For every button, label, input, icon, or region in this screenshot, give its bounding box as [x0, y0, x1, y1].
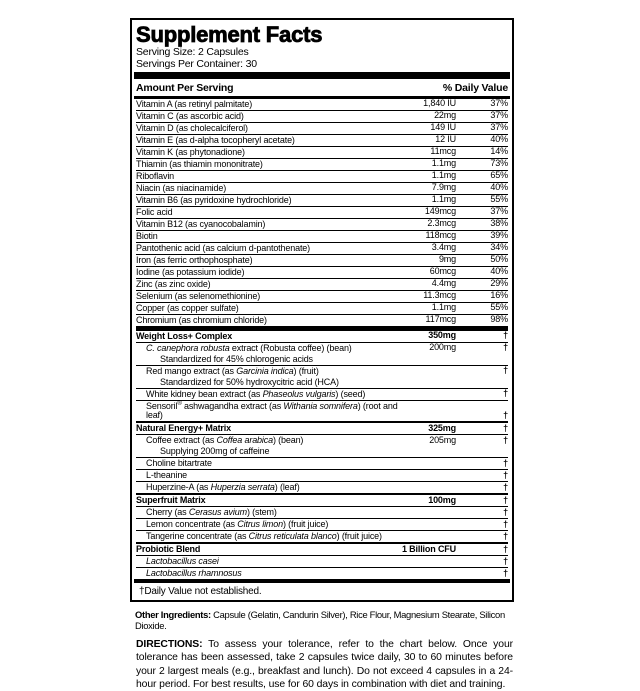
daily-value-percent: 29% [490, 278, 508, 289]
ingredient-name-part: Folic acid [136, 206, 173, 217]
divider-heavy-top [134, 72, 510, 79]
dagger-mark: † [503, 543, 508, 554]
facts-row [136, 518, 508, 530]
ingredient-name-part: Lactobacillus casei [146, 555, 219, 566]
facts-row [136, 182, 508, 194]
ingredient-name-part: Coffea arabica [216, 434, 273, 445]
amount-value: 3.4mg [431, 242, 456, 253]
ingredient-name-part: ) (seed) [335, 388, 366, 399]
daily-value-percent: 50% [490, 254, 508, 265]
amount-value: 1,840 IU [423, 98, 456, 109]
amount-value: 22mg [434, 110, 456, 121]
ingredient-name-part: Standardized for 45% chlorogenic acids [160, 353, 313, 364]
daily-value-percent: 55% [490, 194, 508, 205]
ingredient-name-part: Probiotic Blend [136, 543, 201, 554]
ingredient-name-part: Lactobacillus rhamnosus [146, 567, 242, 578]
daily-value-percent: 40% [490, 134, 508, 145]
supplement-facts-panel [130, 18, 514, 602]
daily-value-header: % Daily Value [442, 81, 508, 94]
ingredient-name-part: White kidney bean extract (as [146, 388, 263, 399]
ingredient-name-part: C. canephora robusta [146, 342, 230, 353]
ingredient-name-part: Huperzine-A (as [146, 481, 211, 492]
other-ingredients [130, 609, 514, 631]
ingredient-name [136, 508, 508, 517]
daily-value-percent: 37% [490, 122, 508, 133]
dagger-mark: † [503, 530, 508, 541]
ingredient-name-part: Lemon concentrate (as [146, 518, 238, 529]
ingredient-name-part: Vitamin A (as retinyl palmitate) [136, 98, 253, 109]
facts-row [136, 218, 508, 230]
ingredient-name-part: ) (leaf) [274, 481, 300, 492]
facts-row [136, 342, 508, 354]
daily-value-percent: 38% [490, 218, 508, 229]
facts-row [136, 506, 508, 518]
facts-row [136, 421, 508, 434]
facts-row [136, 481, 508, 493]
facts-row [136, 457, 508, 469]
daily-value-percent: 65% [490, 170, 508, 181]
supplement-label [130, 18, 514, 691]
amount-value: 149 IU [430, 122, 456, 133]
ingredient-name-part: Copper (as copper sulfate) [136, 302, 239, 313]
directions [130, 638, 514, 691]
dagger-mark: † [503, 388, 508, 399]
amount-value: 149mcg [424, 206, 456, 217]
ingredient-name-part: Niacin (as niacinamide) [136, 182, 227, 193]
ingredient-name-part: Citrus reticulata blanco [248, 530, 337, 541]
facts-row [136, 170, 508, 182]
ingredient-name-part: ) (fruit juice) [282, 518, 329, 529]
facts-row [136, 158, 508, 170]
amount-value: 4.4mg [431, 278, 456, 289]
facts-row [136, 194, 508, 206]
dagger-mark: † [503, 342, 508, 353]
facts-row [136, 469, 508, 481]
ingredient-name-part: Cherry (as [146, 506, 189, 517]
ingredient-name-part: ) (stem) [246, 506, 277, 517]
ingredient-name-part: Sensoril [146, 400, 178, 411]
amount-value: 100mg [428, 494, 456, 505]
daily-value-percent: 16% [490, 290, 508, 301]
dagger-mark: † [503, 469, 508, 480]
facts-row [136, 122, 508, 134]
ingredient-name-part: Chromium (as chromium chloride) [136, 314, 267, 325]
other-ingredients-label: Other Ingredients: [135, 608, 211, 620]
facts-row [136, 377, 508, 388]
ingredient-name-part: Vitamin K (as phytonadione) [136, 146, 245, 157]
dagger-mark: † [503, 365, 508, 376]
amount-value: 11mcg [430, 146, 456, 157]
facts-row [136, 206, 508, 218]
ingredient-name [136, 355, 508, 364]
dagger-mark: † [503, 434, 508, 445]
amount-value: 325mg [428, 422, 456, 433]
ingredient-name-part: Natural Energy+ Matrix [136, 422, 231, 433]
facts-row [136, 99, 508, 110]
ingredient-name-part: ® [177, 400, 182, 407]
ingredient-name-part: Vitamin B6 (as pyridoxine hydrochloride) [136, 194, 292, 205]
daily-value-percent: 40% [490, 266, 508, 277]
facts-row [136, 326, 508, 342]
ingredient-name-part: Garcinia indica [236, 365, 294, 376]
ingredient-name [136, 569, 508, 578]
facts-row [136, 146, 508, 158]
dagger-mark: † [503, 422, 508, 433]
daily-value-percent: 37% [490, 98, 508, 109]
facts-row [136, 493, 508, 506]
servings-per-container: Servings Per Container: 30 [136, 57, 257, 70]
facts-row [136, 278, 508, 290]
directions-text: To assess your tolerance, refer to the chart below. Once your tolerance has been assessed, take 2 capsules twice daily, 30 to 60 minutes before your 2 largest meals (e.g., breakfast and lunch). Do not exceed 4 capsules in a 24-hour period. For best results, use for 60 days in combination with diet and training. [136, 638, 513, 690]
amount-value: 60mcg [429, 266, 456, 277]
facts-row [136, 354, 508, 365]
ingredient-name-part: Standardized for 50% hydroxycitric acid (HCA) [160, 376, 339, 387]
facts-row [136, 254, 508, 266]
ingredient-name-part: Citrus limon [237, 518, 283, 529]
daily-value-percent: 39% [490, 230, 508, 241]
ingredient-name [136, 402, 508, 420]
ingredient-name [136, 390, 508, 399]
amount-value: 200mg [429, 342, 456, 353]
ingredient-name-part: Cerasus avium [188, 506, 247, 517]
ingredient-name [136, 532, 508, 541]
ingredient-name-part: Vitamin E (as d-alpha tocopheryl acetate) [136, 134, 295, 145]
amount-value: 1.1mg [431, 170, 456, 181]
facts-row [136, 400, 508, 421]
amount-value: 1.1mg [431, 194, 456, 205]
dagger-mark: † [503, 494, 508, 505]
ingredient-name [136, 447, 508, 456]
directions-label: DIRECTIONS: [136, 638, 203, 650]
dagger-mark: † [503, 409, 508, 420]
daily-value-percent: 40% [490, 182, 508, 193]
ingredient-name-part: ashwagandha extract (as [181, 400, 284, 411]
ingredient-name-part: Selenium (as selenomethionine) [136, 290, 261, 301]
facts-row [136, 230, 508, 242]
ingredient-name-part: Huperzia serrata [210, 481, 275, 492]
amount-value: 12 IU [435, 134, 456, 145]
ingredient-name-part: Iron (as ferric orthophosphate) [136, 254, 253, 265]
facts-row [136, 567, 508, 579]
panel-title: Supplement Facts [136, 22, 323, 47]
ingredient-name [136, 367, 508, 376]
ingredient-name-part: Phaseolus vulgaris [262, 388, 336, 399]
facts-rows [136, 99, 508, 579]
dagger-mark: † [503, 555, 508, 566]
ingredient-name-part: Iodine (as potassium iodide) [136, 266, 245, 277]
daily-value-footnote: †Daily Value not established. [139, 585, 262, 597]
ingredient-name-part: Thiamin (as thiamin mononitrate) [136, 158, 263, 169]
dagger-mark: † [503, 330, 508, 341]
ingredient-name-part: extract (Robusta coffee) (bean) [229, 342, 352, 353]
ingredient-name-part: Supplying 200mg of caffeine [160, 445, 270, 456]
ingredient-name-part: Superfruit Matrix [136, 494, 206, 505]
ingredient-name-part: Zinc (as zinc oxide) [136, 278, 211, 289]
ingredient-name-part: ) (fruit) [293, 365, 319, 376]
dagger-mark: † [503, 518, 508, 529]
amount-value: 1 Billion CFU [401, 543, 456, 554]
ingredient-name-part: Withania somnifera [283, 400, 358, 411]
ingredient-name-part: Red mango extract (as [146, 365, 237, 376]
amount-value: 205mg [429, 434, 456, 445]
daily-value-percent: 14% [490, 146, 508, 157]
facts-row [136, 555, 508, 567]
daily-value-percent: 55% [490, 302, 508, 313]
ingredient-name-part: Choline bitartrate [146, 457, 212, 468]
ingredient-name-part: Pantothenic acid (as calcium d-pantothenate) [136, 242, 311, 253]
amount-value: 1.1mg [431, 158, 456, 169]
ingredient-name [136, 520, 508, 529]
ingredient-name-part: Tangerine concentrate (as [146, 530, 249, 541]
ingredient-name-part: Vitamin D (as cholecalciferol) [136, 122, 248, 133]
ingredient-name-part: Riboflavin [136, 170, 175, 181]
daily-value-percent: 37% [490, 110, 508, 121]
ingredient-name [136, 557, 508, 566]
amount-value: 11.3mcg [423, 290, 456, 301]
facts-row [136, 388, 508, 400]
ingredient-name-part: Coffee extract (as [146, 434, 217, 445]
amount-per-serving-header: Amount Per Serving [136, 81, 234, 94]
amount-value: 2.3mcg [427, 218, 456, 229]
amount-value: 118mcg [425, 230, 456, 241]
daily-value-percent: 98% [490, 314, 508, 325]
facts-row [136, 110, 508, 122]
facts-row [136, 314, 508, 326]
amount-value: 1.1mg [431, 302, 456, 313]
column-header-row [136, 79, 508, 96]
ingredient-name-part: ) (fruit juice) [336, 530, 382, 541]
daily-value-percent: 73% [490, 158, 508, 169]
ingredient-name-part: ) (root and leaf) [146, 400, 398, 420]
facts-row [136, 266, 508, 278]
amount-value: 350mg [428, 330, 456, 341]
facts-row [136, 434, 508, 446]
amount-value: 7.9mg [431, 182, 456, 193]
dagger-mark: † [503, 567, 508, 578]
ingredient-name-part: ) (bean) [272, 434, 304, 445]
ingredient-name [136, 471, 508, 480]
serving-size: Serving Size: 2 Capsules [136, 46, 249, 58]
facts-row [136, 242, 508, 254]
dagger-mark: † [503, 457, 508, 468]
dagger-mark: † [503, 481, 508, 492]
daily-value-percent: 34% [490, 242, 508, 253]
ingredient-name-part: Vitamin C (as ascorbic acid) [136, 110, 244, 121]
facts-row [136, 530, 508, 542]
ingredient-name-part: L-theanine [146, 469, 188, 480]
facts-row [136, 365, 508, 377]
dagger-mark: † [503, 506, 508, 517]
other-ingredients-text: Capsule (Gelatin, Candurin Silver), Rice Flour, Magnesium Stearate, Silicon Dioxide. [135, 608, 505, 631]
facts-row [136, 290, 508, 302]
ingredient-name-part: Vitamin B12 (as cyanocobalamin) [136, 218, 266, 229]
amount-value: 117mcg [425, 314, 456, 325]
facts-row [136, 446, 508, 457]
facts-row [136, 542, 508, 555]
facts-row [136, 302, 508, 314]
daily-value-percent: 37% [490, 206, 508, 217]
ingredient-name [136, 483, 508, 492]
ingredient-name-part: Weight Loss+ Complex [136, 330, 233, 341]
ingredient-name [136, 378, 508, 387]
ingredient-name [136, 459, 508, 468]
ingredient-name-part: Biotin [136, 230, 158, 241]
amount-value: 9mg [438, 254, 456, 265]
facts-row [136, 134, 508, 146]
